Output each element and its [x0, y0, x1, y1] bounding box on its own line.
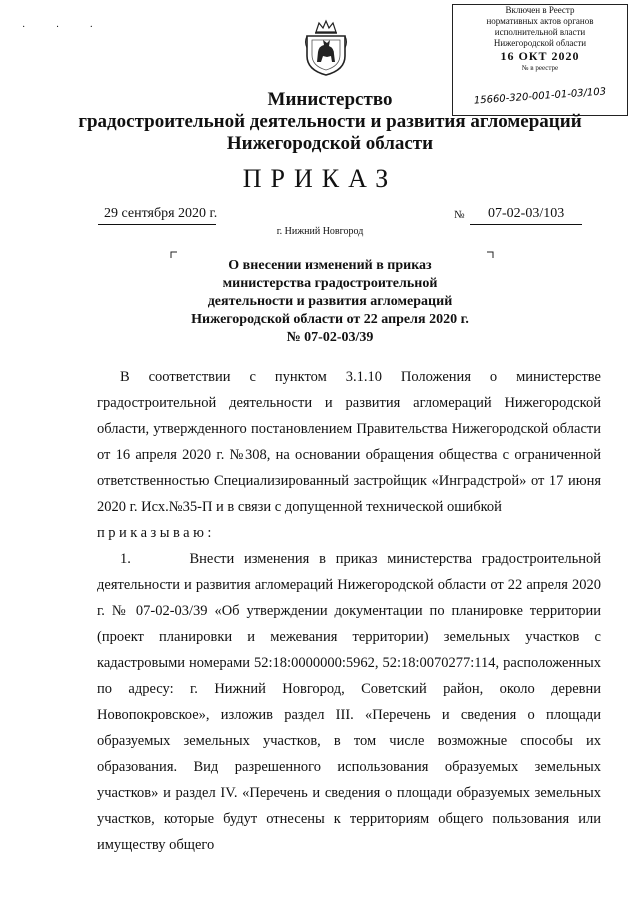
stamp-line: Включен в Реестр — [505, 5, 575, 15]
subject-line: Нижегородской области от 22 апреля 2020 г. — [191, 312, 469, 327]
order-subject — [170, 257, 490, 347]
document-type-heading: ПРИКАЗ — [242, 164, 398, 193]
order-body — [97, 364, 601, 858]
item-1-paragraph — [97, 546, 601, 858]
number-underline — [470, 224, 582, 225]
ministry-title-line2: градостроительной деятельности и развития агломераций — [78, 111, 582, 132]
stamp-reg-number: 15660-320-001-01-03/103 — [473, 86, 607, 107]
number-sign: № — [454, 209, 465, 221]
ministry-title-line3: Нижегородской области — [226, 133, 434, 154]
stamp-line: Нижегородской области — [493, 38, 587, 48]
directive-word: приказываю: — [97, 525, 215, 541]
item-number: 1. — [120, 551, 131, 567]
city-name: г. Нижний Новгород — [276, 226, 364, 237]
stamp-line: исполнительной власти — [494, 27, 586, 37]
scan-marks: · · · — [22, 22, 107, 33]
order-date: 29 сентября 2020 г. — [104, 206, 218, 221]
subject-line: министерства градостроительной — [222, 276, 438, 291]
date-underline — [98, 224, 216, 225]
stamp-date: 16 ОКТ 2020 — [500, 49, 580, 63]
subject-line: О внесении изменений в приказ — [228, 258, 432, 273]
stamp-line: нормативных актов органов — [486, 16, 594, 26]
stamp-reg-caption: № в реестре — [521, 64, 559, 72]
subject-line: № 07-02-03/39 — [286, 330, 374, 345]
subject-line: деятельности и развития агломераций — [207, 294, 453, 309]
preamble-paragraph: В соответствии с пунктом 3.1.10 Положения о министерстве градостроительной деятельности и развития агломераций Нижегородской области, утвержденного постановлением Правительства Нижегородской области от 16 апреля 2020 г. №308, на основании обращения общества с ограниченной ответственностью Специализированный застройщик «Инградстрой» от 17 июня 2020 г. Исх.№35-П и в связи с допущенной технической ошибкой — [97, 369, 601, 515]
item-text: Внести изменения в приказ министерства градостроительной деятельности и развития агломераций Нижегородской области от 22 апреля 2020 г. № 07-02-03/39 «Об утверждении документации по планировке территории (проект планировки и межевания территории) земельных участков с кадастровыми номерами 52:18:0000000:5962, 52:18:0070277:114, расположенных по адресу: г. Нижний Новгород, Советский район, около деревни Новопокровское», изложив раздел III. «Перечень и сведения о площади образуемых земельных участков, в том числе возможные способы их образования. Вид разрешенного использования образуемых земельных участков» и раздел IV. «Перечень и сведения о площади образуемых земельных участков, которые будут отнесены к территориям общего пользования или имуществу общего — [97, 551, 601, 853]
order-number: 07-02-03/103 — [488, 206, 565, 221]
ministry-title-line1: Министерство — [267, 89, 393, 110]
coat-of-arms-icon — [303, 18, 349, 76]
